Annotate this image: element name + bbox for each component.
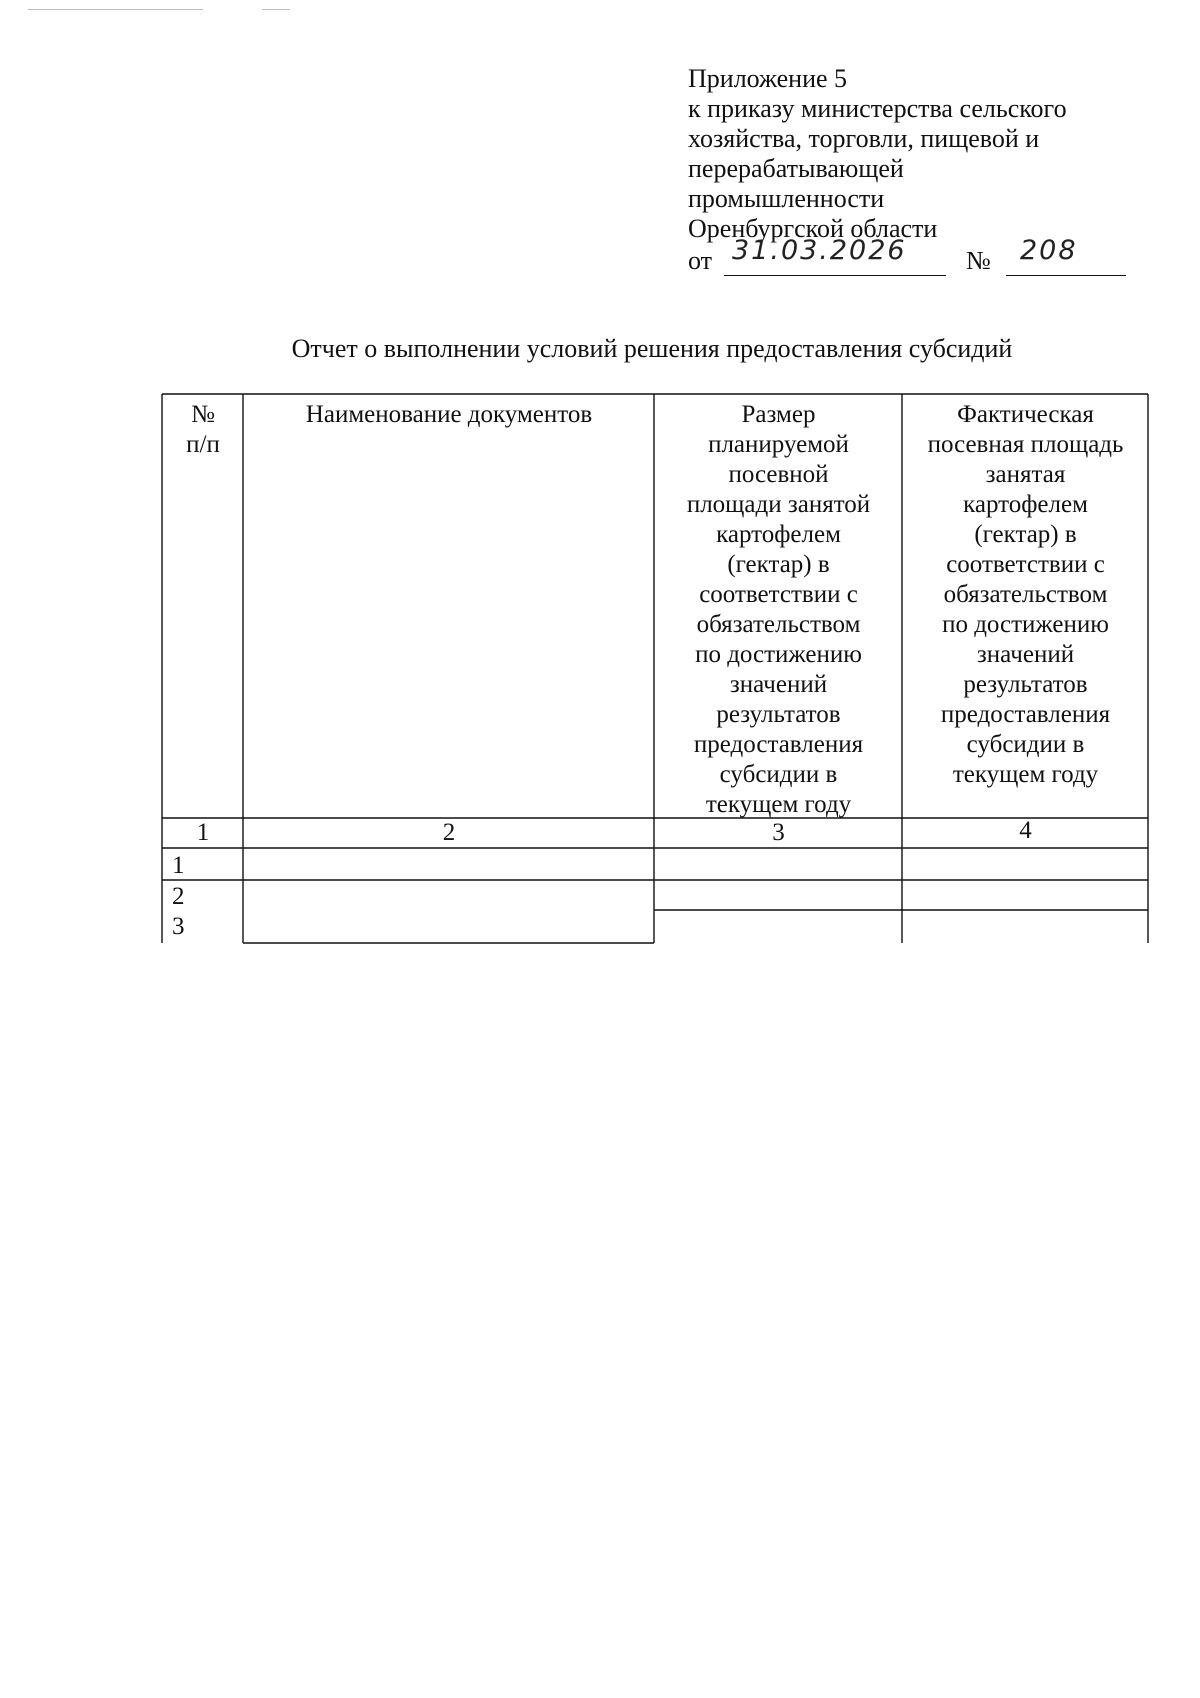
appendix-line: к приказу министерства сельского [688, 94, 1067, 123]
row-number: 1 [172, 852, 185, 879]
appendix-line: хозяйства, торговли, пищевой и [688, 124, 1040, 153]
header-actual-area: Фактическая посевная площадь занятая картофелем (гектар) в соответствии с обязательством по достижению значений результатов предоставления субсидии в текущем году [927, 401, 1124, 788]
column-number-4: 4 [1019, 817, 1032, 844]
column-number-2: 2 [442, 819, 456, 846]
header-planned-area: Размер планируемой посевной площади занятой картофелем (гектар) в соответствии с обязательством по достижению значений результатов предоставления субсидии в текущем году [686, 401, 871, 818]
header-number: № п/п [186, 401, 220, 458]
header-document-name: Наименование документов [305, 401, 593, 428]
handwritten-date: 31.03.2026 [732, 235, 907, 266]
column-number-3: 3 [772, 819, 785, 846]
date-prefix: от [688, 246, 713, 275]
appendix-line: Оренбургской области [688, 214, 938, 243]
row-number: 2 [172, 883, 185, 910]
row-number: 3 [172, 913, 185, 940]
handwritten-number: 208 [1020, 235, 1078, 266]
appendix-line: перерабатывающей [688, 154, 904, 183]
document-title: Отчет о выполнении условий решения предоставления субсидий [291, 334, 1013, 363]
appendix-line: Приложение 5 [688, 64, 848, 93]
column-number-1: 1 [196, 819, 210, 846]
appendix-line: промышленности [688, 184, 885, 213]
number-prefix: № [966, 246, 991, 275]
